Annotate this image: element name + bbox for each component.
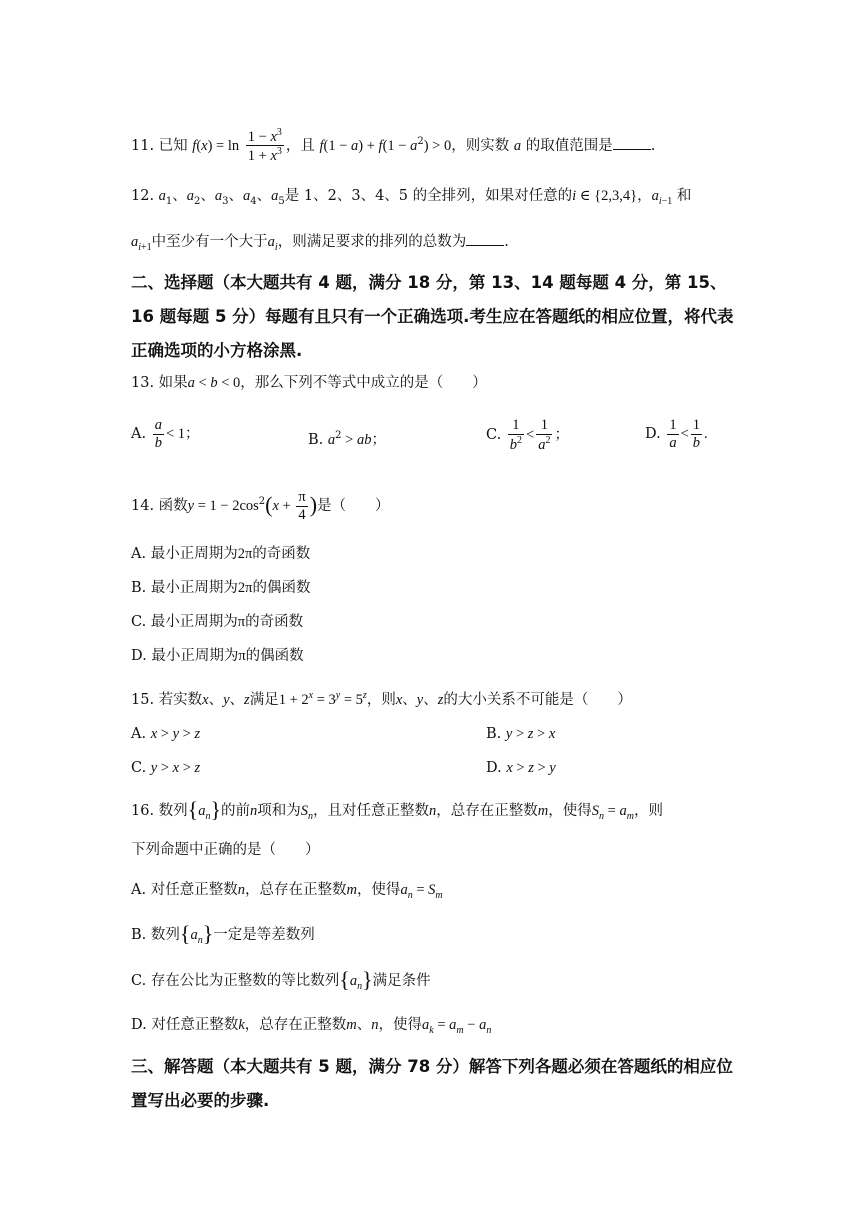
q13-option-c[interactable]: C. $\frac{1}{b^2}$ < $\frac{1}{a^2}$ ； (486, 417, 569, 453)
question-11: 11. 已知 f(x) = ln $\frac{1 - x^3}{1 + x^3}$ ，且 $f(1 - a) + f(1 - a^2) > 0$，则实数 a 的取值范围是 . (131, 127, 656, 165)
q14-option-a[interactable]: A. 最小正周期为2π的奇函数 (131, 546, 311, 562)
q16-option-a[interactable]: A. 对任意正整数n，总存在正整数m，使得$a_n = S_m$ (131, 882, 443, 901)
question-12-line2: $a_{i+1}$中至少有一个大于$a_i$，则满足要求的排列的总数为 . (131, 234, 509, 253)
q13-option-d[interactable]: D. $\frac{1}{a}$ < $\frac{1}{b}$ . (645, 417, 708, 451)
q16-option-b[interactable]: B. 数列$\{a_n\}$一定是等差数列 (131, 921, 315, 946)
q16-option-c[interactable]: C. 存在公比为正整数的等比数列$\{a_n\}$满足条件 (131, 967, 431, 992)
question-12: 12. $a_1$、$a_2$、$a_3$、$a_4$、$a_5$是 1、2、3、4、5 的全排列，如果对任意的i ∈ {2,3,4}，$a_{i-1}$ 和 (131, 188, 692, 207)
fraction: $\frac{1 - x^3}{1 + x^3}$ (247, 127, 282, 165)
question-14: 14. 函数$y = 1 - 2\cos^2(x$ + $\frac{\pi}{4}$ )是（ ） (131, 489, 390, 523)
q15-option-b[interactable]: B. y > z > x (486, 726, 556, 742)
question-15: 15. 若实数x、y、z满足$1 + 2^x = 3^y = 5^z$，则x、y、z的大小关系不可能是（ ） (131, 690, 632, 708)
answer-blank[interactable] (466, 233, 504, 246)
q14-option-b[interactable]: B. 最小正周期为2π的偶函数 (131, 580, 311, 596)
q14-option-c[interactable]: C. 最小正周期为π的奇函数 (131, 614, 304, 630)
section-2-heading: 二、选择题（本大题共有 4 题，满分 18 分，第 13、14 题每题 4 分，第 15、16 题每题 5 分）每题有且只有一个正确选项.考生应在答题纸的相应位置，将代表正确选项的小方格涂黑. (131, 273, 734, 360)
q14-option-d[interactable]: D. 最小正周期为π的偶函数 (131, 648, 304, 664)
q13-option-b[interactable]: B. $a^2$ > ab； (308, 430, 386, 448)
q16-option-d[interactable]: D. 对任意正整数k，总存在正整数m、n，使得$a_k = a_m - a_n$ (131, 1017, 492, 1036)
q15-option-d[interactable]: D. x > z > y (486, 760, 556, 776)
q15-option-c[interactable]: C. y > x > z (131, 760, 201, 776)
q15-option-a[interactable]: A. x > y > z (131, 726, 201, 742)
question-16: 16. 数列$\{a_n\}$的前n项和为$S_n$，且对任意正整数n，总存在正整数m，使得$S_n = a_m$，则 (131, 797, 663, 822)
question-16-line2: 下列命题中正确的是（ ） (131, 842, 320, 858)
answer-blank[interactable] (613, 137, 651, 150)
question-13: 13. 如果a < b < 0，那么下列不等式中成立的是（ ） (131, 375, 487, 391)
section-3-heading: 三、解答题（本大题共有 5 题，满分 78 分）解答下列各题必须在答题纸的相应位置写出必要的步骤. (131, 1057, 733, 1110)
q13-option-a[interactable]: A. $\frac{a}{b}$ < 1； (131, 417, 200, 451)
